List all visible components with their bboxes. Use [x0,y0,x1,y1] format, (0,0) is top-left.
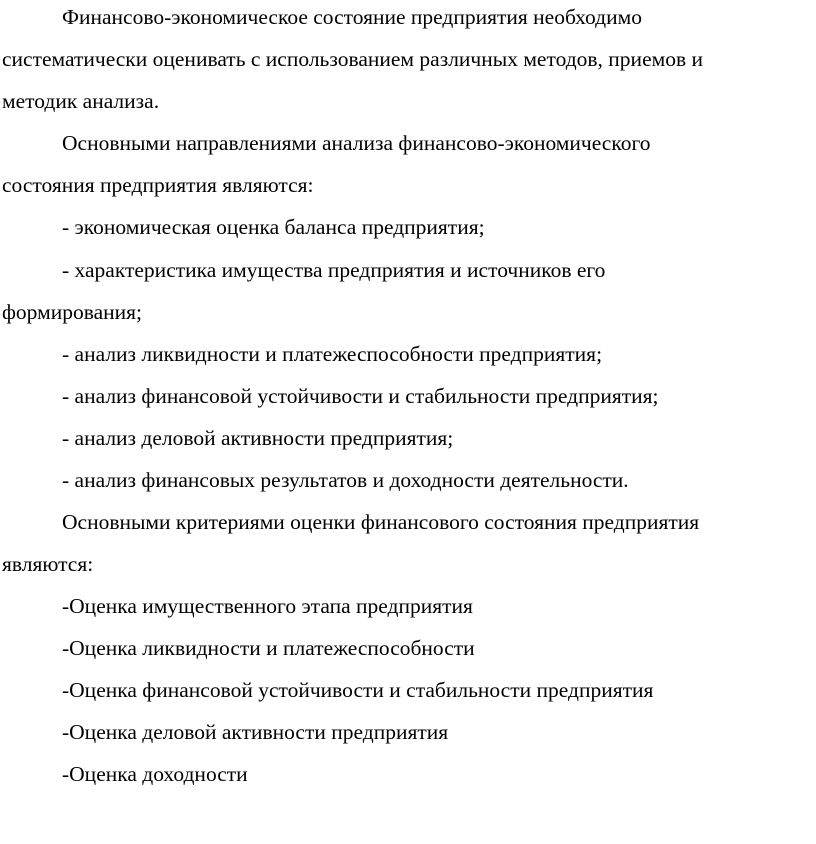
direction-item: - экономическая оценка баланса предприятия; [62,215,485,239]
direction-item: - анализ деловой активности предприятия; [62,426,454,450]
direction-item: - характеристика имущества предприятия и источников его [62,258,606,282]
paragraph-1-line-3: методик анализа. [2,89,160,113]
paragraph-1-line-2: систематически оценивать с использованием различных методов, приемов и [2,47,703,71]
criteria-item: -Оценка имущественного этапа предприятия [62,594,473,618]
paragraph-3-line-1: Основными критериями оценки финансового состояния предприятия [62,510,700,534]
criteria-item: -Оценка доходности [62,762,248,786]
criteria-item: -Оценка деловой активности предприятия [62,720,449,744]
direction-item-continuation: формирования; [2,300,143,324]
paragraph-2-line-2: состояния предприятия являются: [2,173,314,197]
criteria-item: -Оценка финансовой устойчивости и стабильности предприятия [62,678,654,702]
paragraph-2-line-1: Основными направлениями анализа финансово-экономического [62,131,651,155]
criteria-item: -Оценка ликвидности и платежеспособности [62,636,475,660]
paragraph-3-line-2: являются: [2,552,94,576]
paragraph-1-line-1: Финансово-экономическое состояние предприятия необходимо [62,5,642,29]
direction-item: - анализ ликвидности и платежеспособности предприятия; [62,342,603,366]
direction-item: - анализ финансовой устойчивости и стабильности предприятия; [62,384,659,408]
direction-item: - анализ финансовых результатов и доходности деятельности. [62,468,629,492]
